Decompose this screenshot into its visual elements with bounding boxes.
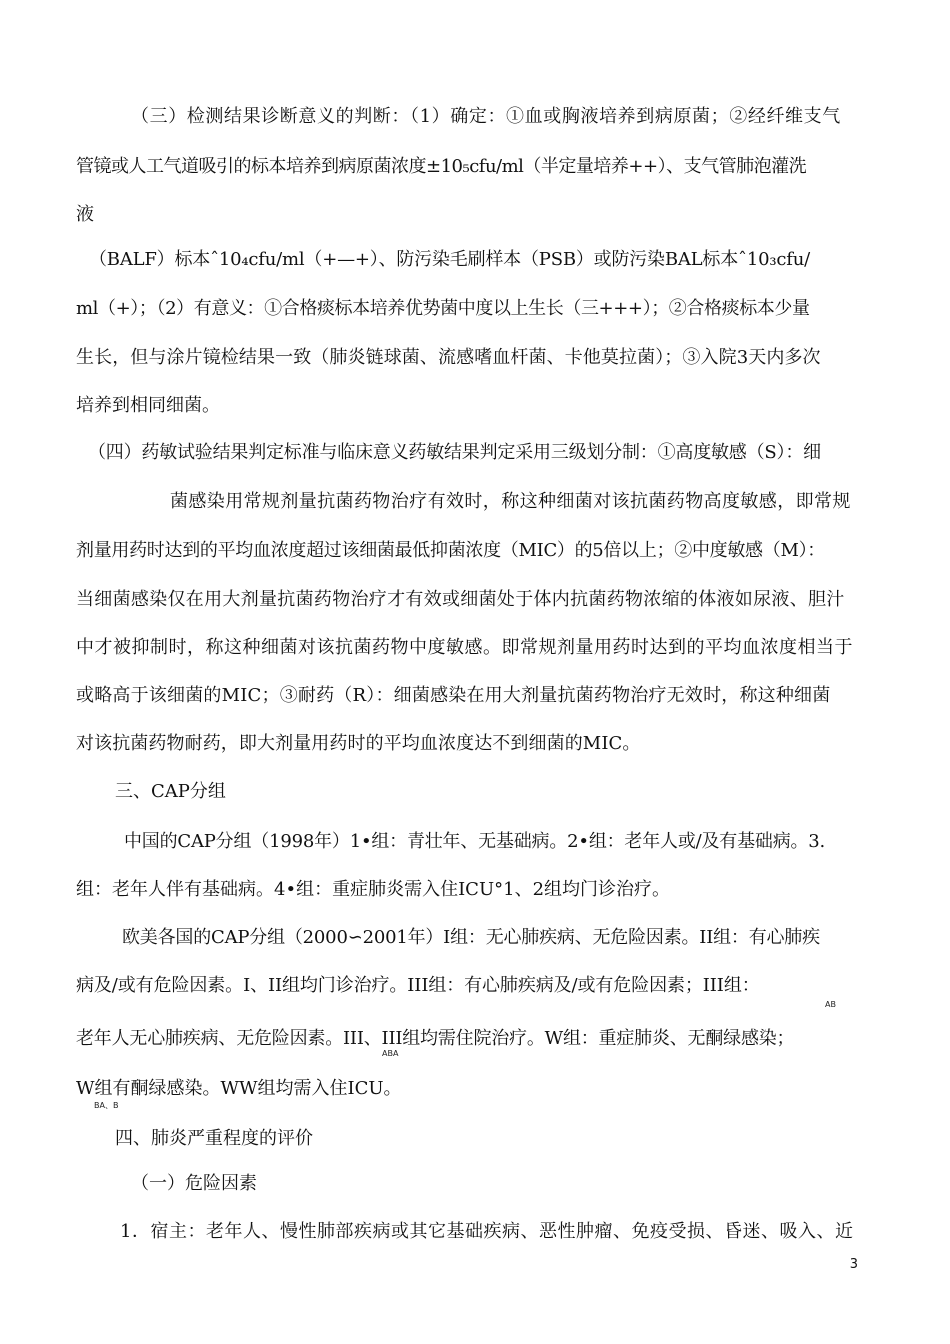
section-heading: 三、CAP分组 [115,781,226,802]
subscript-note: ABA [382,1049,399,1058]
text-line: （三）检测结果诊断意义的判断：（1）确定：①血或胸液培养到病原菌；②经纤维支气 [131,106,841,127]
text-line: 病及/或有危险因素。I、II组均门诊治疗。III组：有心肺疾病及/或有危险因素；III组： [76,975,760,996]
subscript-note: AB [825,1000,836,1009]
text-line: ml（+）；（2）有意义：①合格痰标本培养优势菌中度以上生长（三+++）；②合格痰标本少量 [76,298,810,319]
page-number: 3 [849,1257,858,1272]
section-heading: 四、肺炎严重程度的评价 [115,1128,313,1149]
text-line: 中国的CAP分组（1998年）1•组：青壮年、无基础病。2•组：老年人或/及有基础病。3. [124,831,826,852]
text-line: 1．宿主：老年人、慢性肺部疾病或其它基础疾病、恶性肿瘤、免疫受损、昏迷、吸入、近 [120,1221,854,1242]
text-line: （四）药敏试验结果判定标准与临床意义药敏结果判定采用三级划分制：①高度敏感（S）：细 [88,442,821,463]
text-line: 生长，但与涂片镜检结果一致（肺炎链球菌、流感嗜血杆菌、卡他莫拉菌）；③入院3天内多次 [76,347,821,368]
text-line: （BALF）标本ˆ10₄cfu/ml（+—+）、防污染毛刷样本（PSB）或防污染BAL标本ˆ10₃cfu/ [89,249,810,270]
text-line: 老年人无心肺疾病、无危险因素。III、III组均需住院治疗。W组：重症肺炎、无酮绿感染； [76,1028,795,1049]
text-line: 对该抗菌药物耐药，即大剂量用药时的平均血浓度达不到细菌的MIC。 [76,733,641,754]
text-line: 管镜或人工气道吸引的标本培养到病原菌浓度±10₅cfu/ml（半定量培养++）、支气管肺泡灌洗 [76,156,807,177]
subscript-note: BA、B [94,1101,119,1110]
text-line: 剂量用药时达到的平均血浓度超过该细菌最低抑菌浓度（MIC）的5倍以上；②中度敏感（M）： [76,540,825,561]
text-line: 培养到相同细菌。 [76,395,220,416]
text-line: W组有酮绿感染。WW组均需入住ICU。 [76,1078,402,1099]
text-line: 中才被抑制时，称这种细菌对该抗菌药物中度敏感。即常规剂量用药时达到的平均血浓度相当于 [76,637,853,658]
text-line: 液 [76,204,94,225]
subsection-heading: （一）危险因素 [131,1173,257,1194]
text-line: 欧美各国的CAP分组（2000∽2001年）I组：无心肺疾病、无危险因素。II组：有心肺疾 [122,927,820,948]
text-line: 组：老年人伴有基础病。4•组：重症肺炎需入住ICU°1、2组均门诊治疗。 [76,879,671,900]
text-line: 菌感染用常规剂量抗菌药物治疗有效时，称这种细菌对该抗菌药物高度敏感，即常规 [170,491,851,512]
text-line: 或略高于该细菌的MIC；③耐药（R）：细菌感染在用大剂量抗菌药物治疗无效时，称这种细菌 [76,685,831,706]
text-line: 当细菌感染仅在用大剂量抗菌药物治疗才有效或细菌处于体内抗菌药物浓缩的体液如尿液、胆汁 [76,589,845,610]
